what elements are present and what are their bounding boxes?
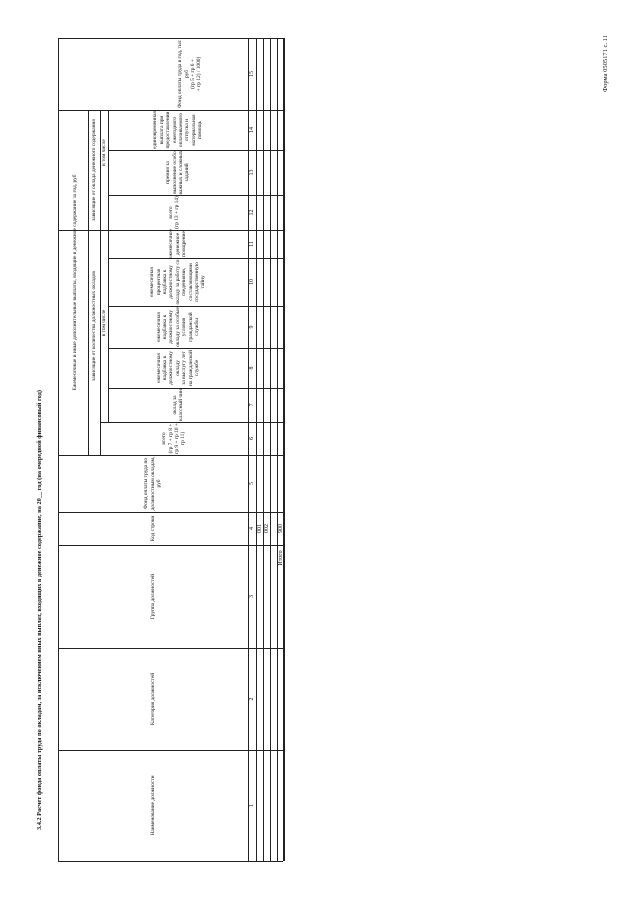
row-line-001 xyxy=(263,38,264,861)
form-page: Форма 0505171 с. 11 3.4.2 Расчет фонда оплаты труда по окладам, за исключением иных выплат, входящих в денежное содержание, на 20__ год (на очередной финансовый год) Фонд оплаты труда в год, тыс руб (гр 5 + гр 6 + + гр 12) / 1000) Ежемесячные и иные дополнительные выплаты, входящие в денежное содержание за год, руб зависящие от количества должностных окладов зависящие от оклада денежного содержания в том числе в том числе единовременная выплата при предоставлении ежегодного оплачиваемого отпуска и материальная помощь премия за выполнение особо важных и сложных заданий всего (гр 13 + гр 14) ежемесячное денежное поощрение ежемесячная процентная надбавка к должностному окладу за работу со сведениями, составляющими государственную тайну ежемесячная надбавка к должностному окладу за особые условия гражданской службы ежемесячная надбавка к должностному окладу за выслугу лет на гражданской службе оклад за классный чин всего (гр 7 + гр 8 + гр 9 + гр 10 + гр 11) Фонд оплаты труда по должностным окладам, руб Код строки Группа должностей Категория должностей Наименование должности 15 14 13 12 11 10 9 8 7 6 5 4 3 2 1 001 002 900 Итого xyxy=(0,0,640,905)
section-title: 3.4.2 Расчет фонда оплаты труда по окладам, за исключением иных выплат, входящих в денежное содержание, на 20__ год (на очередной финансовый год) xyxy=(36,390,43,830)
row-line-total xyxy=(277,38,278,861)
form-label: Форма 0505171 с. 11 xyxy=(602,35,609,92)
table-border-bottom xyxy=(58,861,283,862)
row-line-num xyxy=(256,38,257,861)
header-col15-fund-total: Фонд оплаты труда в год, тыс руб (гр 5 + гр 6 + + гр 12) / 1000) xyxy=(177,40,203,108)
row-line-end xyxy=(284,38,285,861)
row-line-002 xyxy=(270,38,271,861)
